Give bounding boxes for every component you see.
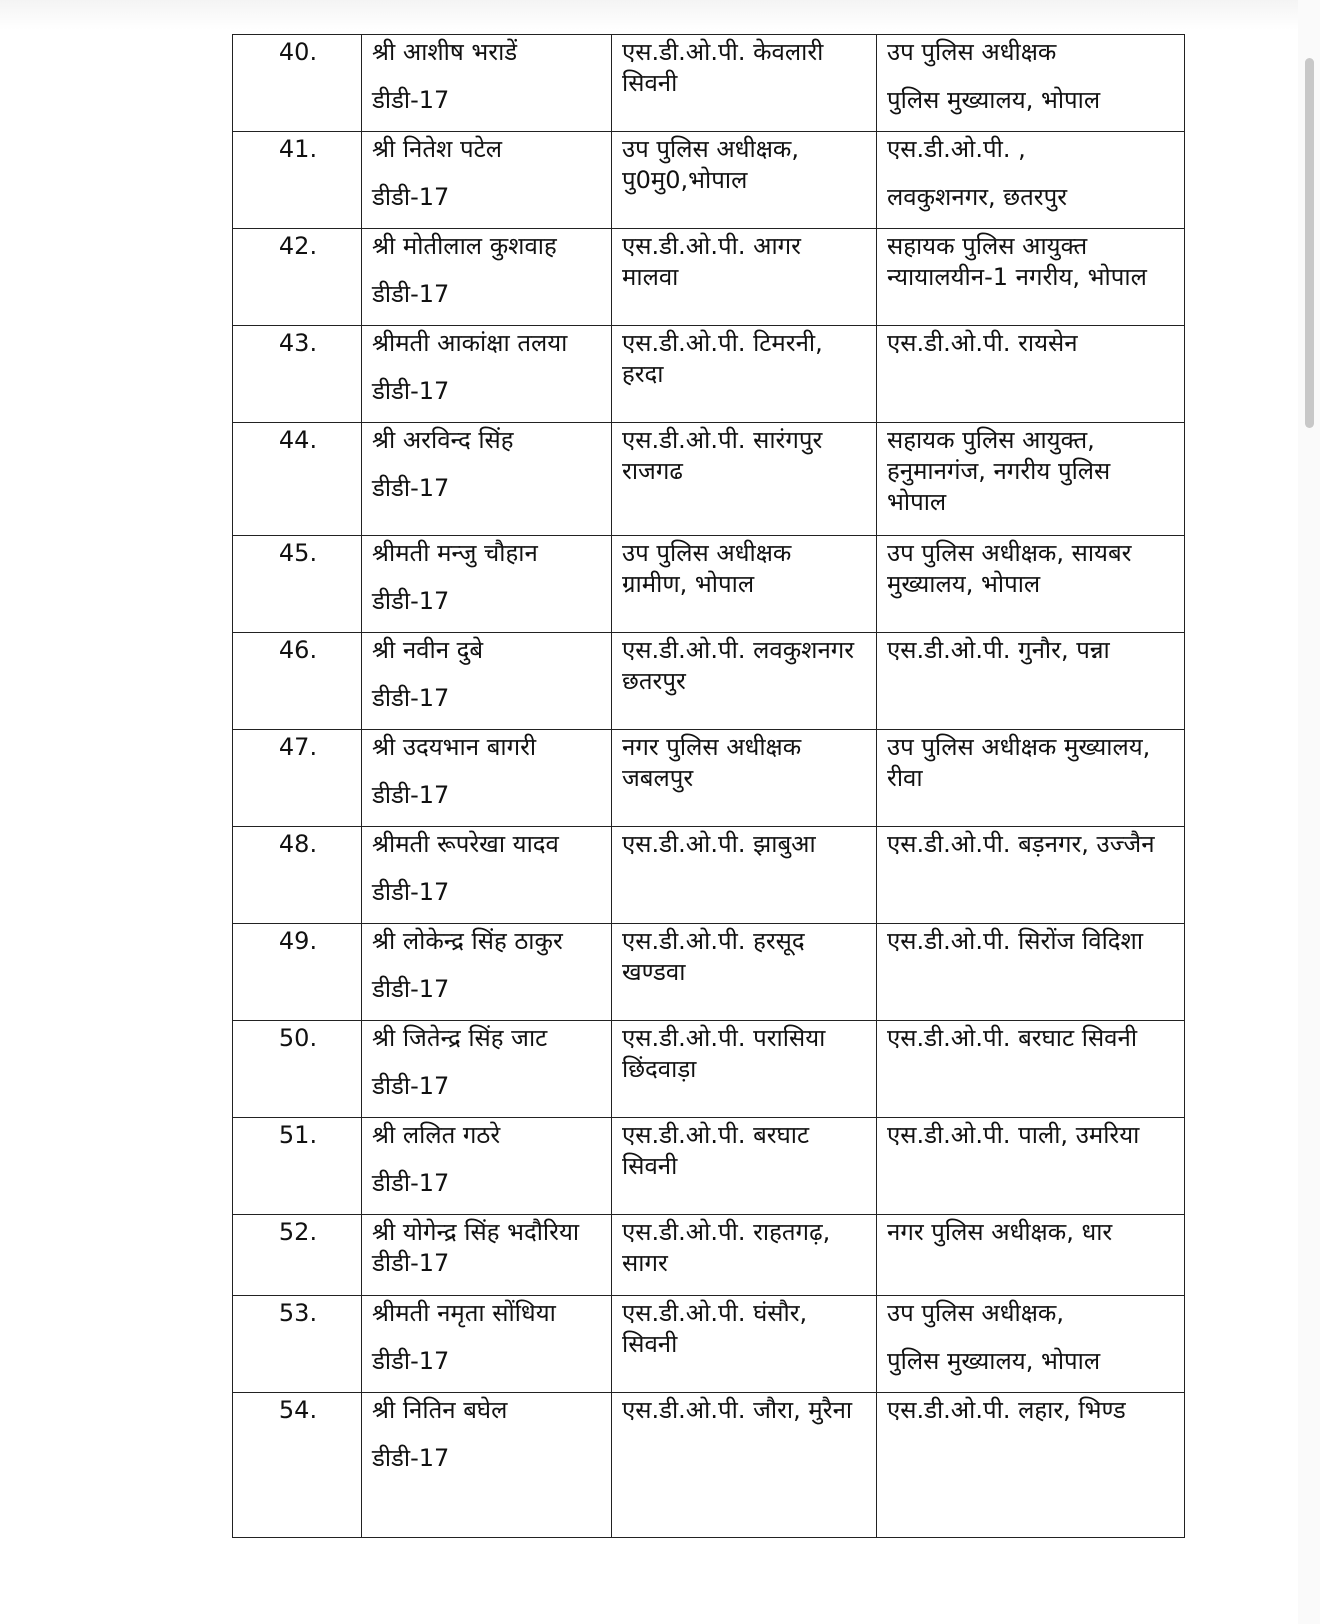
- current-posting-cell: [612, 423, 877, 536]
- table-row: [233, 1296, 1185, 1393]
- officer-name: श्री जितेन्द्र सिंह जाट: [372, 1024, 548, 1052]
- officer-grade: डीडी-17: [372, 587, 450, 615]
- table-row: [233, 423, 1185, 536]
- serial-number-cell: 47.: [233, 730, 362, 827]
- serial-number-cell: 41.: [233, 132, 362, 229]
- serial-number-cell: 40.: [233, 35, 362, 132]
- new-posting-line: पुलिस मुख्यालय, भोपाल: [887, 86, 1101, 114]
- current-posting-cell: [612, 827, 877, 924]
- officer-name: श्री उदयभान बागरी: [372, 733, 537, 761]
- new-posting-line: भोपाल: [887, 488, 947, 516]
- current-posting-line: एस.डी.ओ.पी. बरघाट: [622, 1121, 810, 1149]
- officer-grade: डीडी-17: [372, 975, 450, 1003]
- new-posting-cell: [877, 423, 1185, 536]
- officer-grade: डीडी-17: [372, 183, 450, 211]
- table-row: [233, 924, 1185, 1021]
- new-posting-cell: [877, 633, 1185, 730]
- current-posting-line: एस.डी.ओ.पी. केवलारी: [622, 38, 824, 66]
- new-posting-cell: [877, 326, 1185, 423]
- officer-grade: डीडी-17: [372, 878, 450, 906]
- table-row: [233, 827, 1185, 924]
- new-posting-cell: [877, 924, 1185, 1021]
- officer-grade: डीडी-17: [372, 86, 450, 114]
- serial-number-cell: 54.: [233, 1393, 362, 1538]
- table-row: [233, 633, 1185, 730]
- officer-grade: डीडी-17: [372, 781, 450, 809]
- new-posting-cell: [877, 1393, 1185, 1538]
- officer-cell: [362, 730, 612, 827]
- officer-name: श्री लोकेन्द्र सिंह ठाकुर: [372, 927, 563, 955]
- new-posting-cell: [877, 229, 1185, 326]
- officer-cell: [362, 924, 612, 1021]
- current-posting-line: एस.डी.ओ.पी. सारंगपुर: [622, 426, 823, 454]
- new-posting-line: एस.डी.ओ.पी. रायसेन: [887, 329, 1078, 357]
- current-posting-cell: [612, 1118, 877, 1215]
- new-posting-line: न्यायालयीन-1 नगरीय, भोपाल: [887, 263, 1147, 291]
- officer-name: श्री नितिन बघेल: [372, 1396, 508, 1424]
- officer-name: श्री नवीन दुबे: [372, 636, 484, 664]
- current-posting-line: सिवनी: [622, 1152, 678, 1180]
- officer-grade: डीडी-17: [372, 1347, 450, 1375]
- officer-cell: [362, 1215, 612, 1296]
- officer-cell: [362, 326, 612, 423]
- officer-cell: [362, 1296, 612, 1393]
- current-posting-line: एस.डी.ओ.पी. परासिया: [622, 1024, 826, 1052]
- current-posting-cell: [612, 730, 877, 827]
- officer-cell: [362, 1393, 612, 1538]
- current-posting-cell: [612, 1021, 877, 1118]
- officer-name: श्री अरविन्द सिंह: [372, 426, 514, 454]
- current-posting-line: एस.डी.ओ.पी. आगर: [622, 232, 801, 260]
- new-posting-line: लवकुशनगर, छतरपुर: [887, 183, 1068, 211]
- current-posting-line: एस.डी.ओ.पी. राहतगढ़,: [622, 1218, 831, 1246]
- current-posting-line: एस.डी.ओ.पी. घंसौर,: [622, 1299, 808, 1327]
- officer-name: श्री ललित गठरे: [372, 1121, 501, 1149]
- current-posting-line: एस.डी.ओ.पी. हरसूद: [622, 927, 805, 955]
- current-posting-line: उप पुलिस अधीक्षक,: [622, 135, 799, 163]
- current-posting-line: छिंदवाड़ा: [622, 1055, 697, 1083]
- serial-number-cell: 53.: [233, 1296, 362, 1393]
- officer-cell: [362, 35, 612, 132]
- table-row: [233, 1118, 1185, 1215]
- officer-grade: डीडी-17: [372, 1249, 450, 1277]
- new-posting-line: एस.डी.ओ.पी. बरघाट सिवनी: [887, 1024, 1138, 1052]
- serial-number-cell: 51.: [233, 1118, 362, 1215]
- current-posting-cell: [612, 924, 877, 1021]
- new-posting-line: पुलिस मुख्यालय, भोपाल: [887, 1347, 1101, 1375]
- table-row: [233, 35, 1185, 132]
- serial-number-cell: 46.: [233, 633, 362, 730]
- current-posting-line: ग्रामीण, भोपाल: [622, 570, 755, 598]
- serial-number-cell: 43.: [233, 326, 362, 423]
- table-row: [233, 730, 1185, 827]
- officer-name: श्री मोतीलाल कुशवाह: [372, 232, 557, 260]
- current-posting-line: उप पुलिस अधीक्षक: [622, 539, 792, 567]
- new-posting-cell: [877, 1118, 1185, 1215]
- serial-number-cell: 42.: [233, 229, 362, 326]
- new-posting-line: सहायक पुलिस आयुक्त,: [887, 426, 1095, 454]
- table-row: [233, 536, 1185, 633]
- new-posting-cell: [877, 1215, 1185, 1296]
- officer-grade: डीडी-17: [372, 1444, 450, 1472]
- table-row: [233, 1393, 1185, 1538]
- current-posting-cell: [612, 1296, 877, 1393]
- current-posting-cell: [612, 1215, 877, 1296]
- serial-number-cell: 45.: [233, 536, 362, 633]
- officer-cell: [362, 536, 612, 633]
- current-posting-cell: [612, 35, 877, 132]
- serial-number-cell: 52.: [233, 1215, 362, 1296]
- top-shade: [0, 0, 1320, 30]
- current-posting-line: एस.डी.ओ.पी. झाबुआ: [622, 830, 816, 858]
- officer-name: श्रीमती आकांक्षा तलया: [372, 329, 568, 357]
- officer-grade: डीडी-17: [372, 1169, 450, 1197]
- current-posting-line: एस.डी.ओ.पी. जौरा, मुरैना: [622, 1396, 853, 1424]
- new-posting-cell: [877, 1021, 1185, 1118]
- officer-grade: डीडी-17: [372, 377, 450, 405]
- new-posting-cell: [877, 827, 1185, 924]
- officer-cell: [362, 1021, 612, 1118]
- current-posting-line: एस.डी.ओ.पी. लवकुशनगर: [622, 636, 855, 664]
- officer-name: श्रीमती रूपरेखा यादव: [372, 830, 559, 858]
- current-posting-cell: [612, 1393, 877, 1538]
- officer-grade: डीडी-17: [372, 474, 450, 502]
- new-posting-line: एस.डी.ओ.पी. गुनौर, पन्ना: [887, 636, 1110, 664]
- table-body: [233, 35, 1185, 1538]
- serial-number-cell: 48.: [233, 827, 362, 924]
- officer-name: श्री योगेन्द्र सिंह भदौरिया: [372, 1218, 580, 1246]
- new-posting-line: मुख्यालय, भोपाल: [887, 570, 1041, 598]
- new-posting-line: एस.डी.ओ.पी. ,: [887, 135, 1026, 163]
- new-posting-line: एस.डी.ओ.पी. बड़नगर, उज्जैन: [887, 830, 1155, 858]
- new-posting-cell: [877, 132, 1185, 229]
- current-posting-line: नगर पुलिस अधीक्षक: [622, 733, 802, 761]
- current-posting-line: छतरपुर: [622, 667, 686, 695]
- current-posting-line: मालवा: [622, 263, 679, 291]
- current-posting-cell: [612, 132, 877, 229]
- new-posting-line: नगर पुलिस अधीक्षक, धार: [887, 1218, 1113, 1246]
- current-posting-line: सिवनी: [622, 69, 678, 97]
- current-posting-line: सिवनी: [622, 1330, 678, 1358]
- new-posting-line: हनुमानगंज, नगरीय पुलिस: [887, 457, 1111, 485]
- current-posting-line: हरदा: [622, 360, 664, 388]
- table-row: [233, 229, 1185, 326]
- new-posting-cell: [877, 1296, 1185, 1393]
- scrollbar-thumb[interactable]: [1305, 58, 1314, 428]
- new-posting-line: उप पुलिस अधीक्षक, सायबर: [887, 539, 1132, 567]
- table-row: [233, 1021, 1185, 1118]
- officer-grade: डीडी-17: [372, 1072, 450, 1100]
- current-posting-cell: [612, 633, 877, 730]
- new-posting-line: सहायक पुलिस आयुक्त: [887, 232, 1088, 260]
- current-posting-line: खण्डवा: [622, 958, 686, 986]
- officer-cell: [362, 132, 612, 229]
- current-posting-line: जबलपुर: [622, 764, 694, 792]
- table-row: [233, 132, 1185, 229]
- current-posting-line: एस.डी.ओ.पी. टिमरनी,: [622, 329, 823, 357]
- table-row: [233, 326, 1185, 423]
- officer-cell: [362, 633, 612, 730]
- officer-name: श्रीमती नमृता सोंधिया: [372, 1299, 556, 1327]
- new-posting-cell: [877, 35, 1185, 132]
- officer-grade: डीडी-17: [372, 684, 450, 712]
- new-posting-line: उप पुलिस अधीक्षक: [887, 38, 1057, 66]
- officer-cell: [362, 827, 612, 924]
- current-posting-line: राजगढ: [622, 457, 683, 485]
- new-posting-line: एस.डी.ओ.पी. सिरोंज विदिशा: [887, 927, 1144, 955]
- officer-cell: [362, 423, 612, 536]
- new-posting-line: एस.डी.ओ.पी. पाली, उमरिया: [887, 1121, 1140, 1149]
- officer-name: श्री आशीष भराडें: [372, 38, 518, 66]
- transfer-table: [232, 34, 1185, 1538]
- serial-number-cell: 50.: [233, 1021, 362, 1118]
- officer-name: श्रीमती मन्जु चौहान: [372, 539, 538, 567]
- current-posting-line: सागर: [622, 1249, 668, 1277]
- officer-cell: [362, 1118, 612, 1215]
- serial-number-cell: 49.: [233, 924, 362, 1021]
- current-posting-cell: [612, 326, 877, 423]
- table-row: [233, 1215, 1185, 1296]
- new-posting-cell: [877, 536, 1185, 633]
- current-posting-cell: [612, 536, 877, 633]
- new-posting-line: एस.डी.ओ.पी. लहार, भिण्ड: [887, 1396, 1126, 1424]
- serial-number-cell: 44.: [233, 423, 362, 536]
- officer-cell: [362, 229, 612, 326]
- new-posting-line: उप पुलिस अधीक्षक,: [887, 1299, 1064, 1327]
- current-posting-line: पु0मु0,भोपाल: [622, 166, 748, 194]
- scrollbar[interactable]: [1298, 0, 1320, 1624]
- new-posting-line: रीवा: [887, 764, 923, 792]
- officer-name: श्री नितेश पटेल: [372, 135, 503, 163]
- officer-grade: डीडी-17: [372, 280, 450, 308]
- new-posting-cell: [877, 730, 1185, 827]
- current-posting-cell: [612, 229, 877, 326]
- new-posting-line: उप पुलिस अधीक्षक मुख्यालय,: [887, 733, 1151, 761]
